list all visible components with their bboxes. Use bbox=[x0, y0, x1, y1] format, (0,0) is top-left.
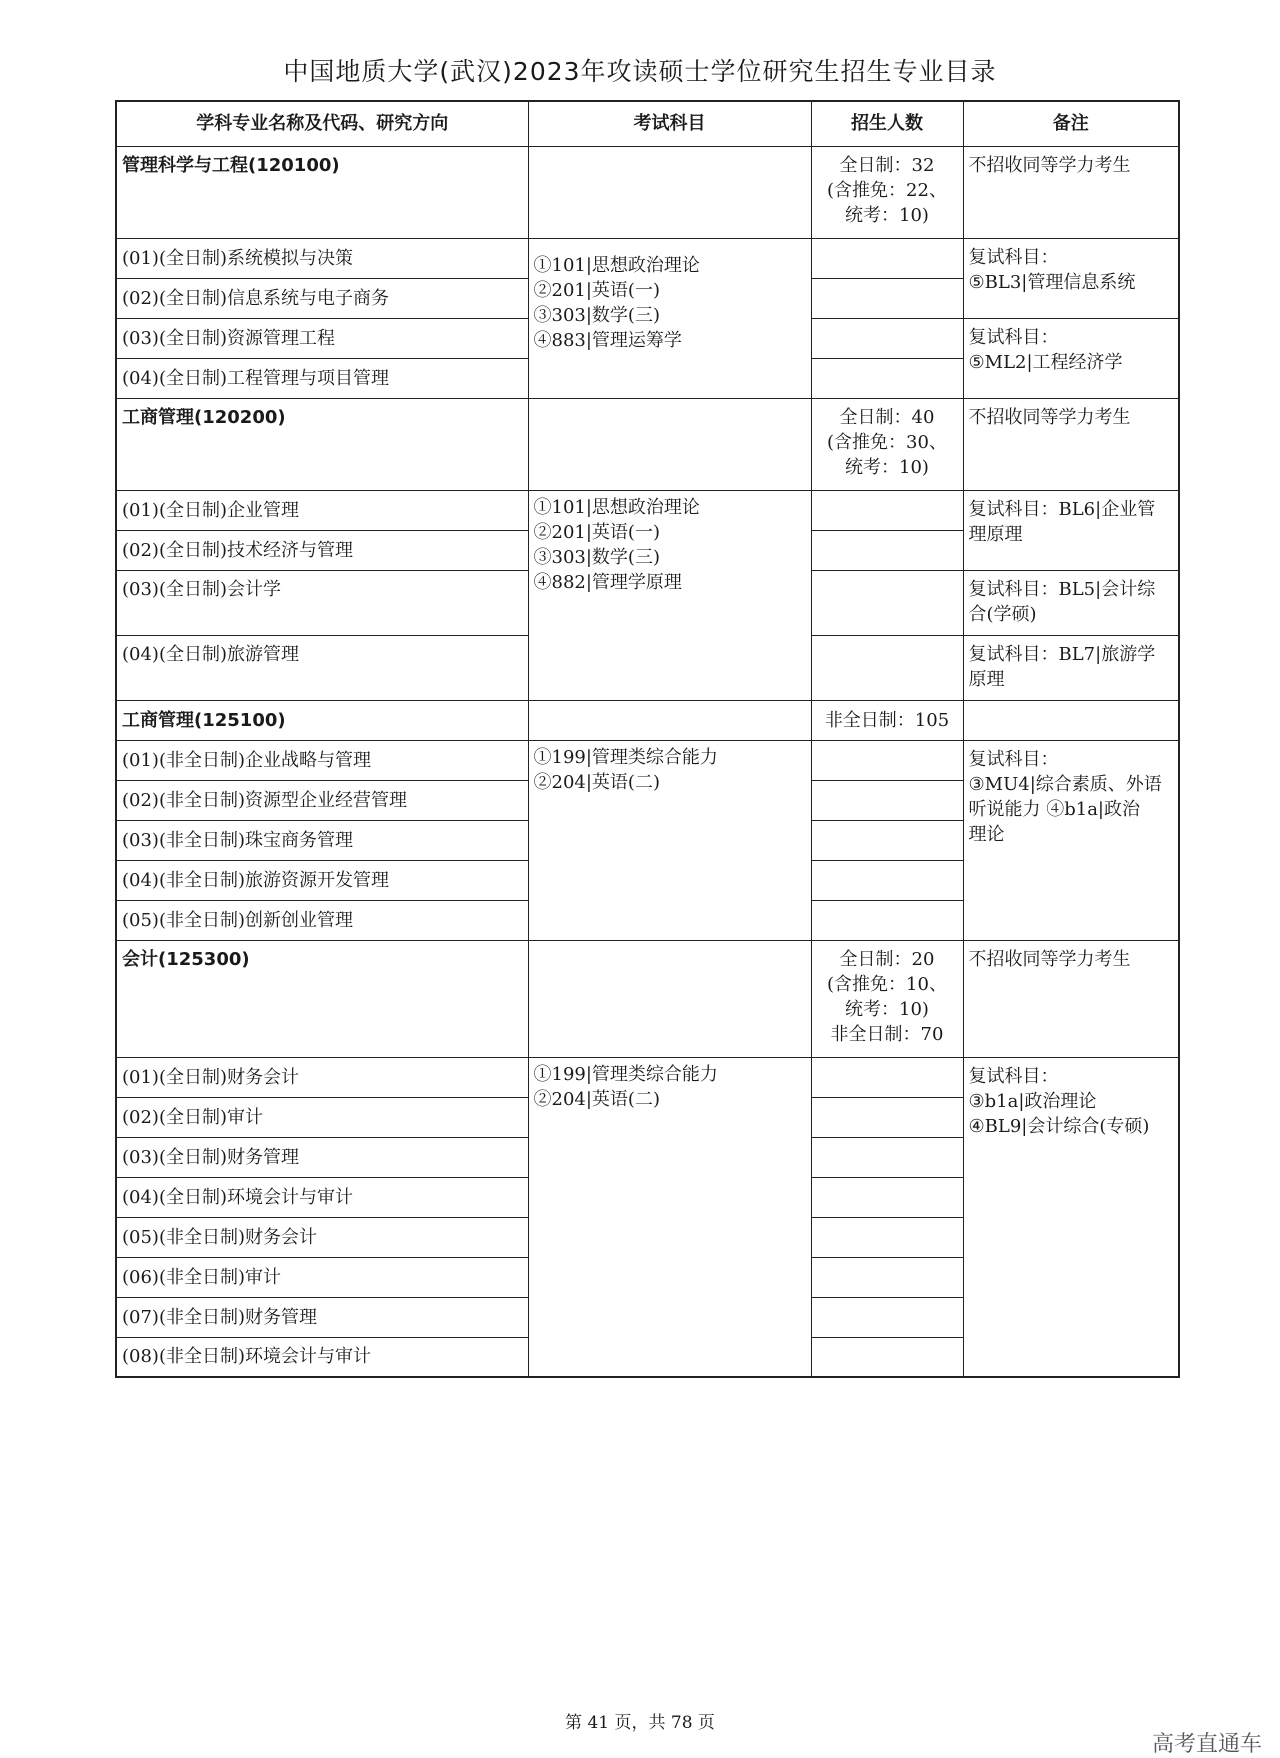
count-cell bbox=[811, 635, 963, 700]
group-name: 工商管理(120200) bbox=[116, 398, 528, 490]
count-cell bbox=[811, 1177, 963, 1217]
group-exam-empty bbox=[528, 700, 811, 740]
direction-label: (02)(全日制)审计 bbox=[116, 1097, 528, 1137]
direction-row bbox=[116, 238, 1179, 278]
direction-label: (05)(非全日制)财务会计 bbox=[116, 1217, 528, 1257]
direction-label: (04)(全日制)环境会计与审计 bbox=[116, 1177, 528, 1217]
count-cell bbox=[811, 780, 963, 820]
direction-label: (02)(全日制)信息系统与电子商务 bbox=[116, 278, 528, 318]
count-cell bbox=[811, 1057, 963, 1097]
direction-label: (01)(非全日制)企业战略与管理 bbox=[116, 740, 528, 780]
enrollment-count: 全日制：20 (含推免：10、 统考：10) 非全日制：70 bbox=[811, 940, 963, 1057]
retest-note: 复试科目： ⑤ML2|工程经济学 bbox=[963, 318, 1179, 398]
count-cell bbox=[811, 900, 963, 940]
count-cell bbox=[811, 278, 963, 318]
direction-label: (05)(非全日制)创新创业管理 bbox=[116, 900, 528, 940]
direction-label: (03)(全日制)会计学 bbox=[116, 570, 528, 635]
exam-subjects: ①101|思想政治理论 ②201|英语(一) ③303|数学(三) ④882|管理学原理 bbox=[528, 490, 811, 700]
exam-subjects: ①199|管理类综合能力 ②204|英语(二) bbox=[528, 740, 811, 940]
count-cell bbox=[811, 1297, 963, 1337]
direction-label: (06)(非全日制)审计 bbox=[116, 1257, 528, 1297]
group-row bbox=[116, 146, 1179, 238]
count-cell bbox=[811, 358, 963, 398]
direction-label: (01)(全日制)企业管理 bbox=[116, 490, 528, 530]
retest-note: 复试科目： ③b1a|政治理论 ④BL9|会计综合(专硕) bbox=[963, 1057, 1179, 1377]
catalog-table bbox=[115, 100, 1180, 1378]
group-note: 不招收同等学力考生 bbox=[963, 940, 1179, 1057]
direction-label: (04)(全日制)旅游管理 bbox=[116, 635, 528, 700]
group-exam-empty bbox=[528, 940, 811, 1057]
direction-label: (03)(全日制)资源管理工程 bbox=[116, 318, 528, 358]
header-exam: 考试科目 bbox=[528, 101, 811, 146]
group-row bbox=[116, 700, 1179, 740]
header-note: 备注 bbox=[963, 101, 1179, 146]
direction-label: (01)(全日制)财务会计 bbox=[116, 1057, 528, 1097]
direction-label: (04)(非全日制)旅游资源开发管理 bbox=[116, 860, 528, 900]
page-footer: 第 41 页，共 78 页 bbox=[565, 1713, 715, 1733]
count-cell bbox=[811, 1137, 963, 1177]
group-exam-empty bbox=[528, 398, 811, 490]
exam-subjects: ①199|管理类综合能力 ②204|英语(二) bbox=[528, 1057, 811, 1377]
direction-label: (02)(全日制)技术经济与管理 bbox=[116, 530, 528, 570]
count-cell bbox=[811, 1337, 963, 1377]
header-row bbox=[116, 101, 1179, 146]
count-cell bbox=[811, 860, 963, 900]
enrollment-count: 全日制：32 (含推免：22、 统考：10) bbox=[811, 146, 963, 238]
direction-label: (01)(全日制)系统模拟与决策 bbox=[116, 238, 528, 278]
retest-note: 复试科目：BL5|会计综 合(学硕) bbox=[963, 570, 1179, 635]
count-cell bbox=[811, 238, 963, 278]
page-title: 中国地质大学(武汉)2023年攻读硕士学位研究生招生专业目录 bbox=[283, 57, 997, 86]
retest-note: 复试科目： ⑤BL3|管理信息系统 bbox=[963, 238, 1179, 318]
group-name: 工商管理(125100) bbox=[116, 700, 528, 740]
direction-label: (03)(非全日制)珠宝商务管理 bbox=[116, 820, 528, 860]
header-count: 招生人数 bbox=[811, 101, 963, 146]
direction-row bbox=[116, 1057, 1179, 1097]
count-cell bbox=[811, 1217, 963, 1257]
count-cell bbox=[811, 530, 963, 570]
direction-label: (07)(非全日制)财务管理 bbox=[116, 1297, 528, 1337]
group-exam-empty bbox=[528, 146, 811, 238]
group-name: 管理科学与工程(120100) bbox=[116, 146, 528, 238]
count-cell bbox=[811, 490, 963, 530]
count-cell bbox=[811, 820, 963, 860]
group-name: 会计(125300) bbox=[116, 940, 528, 1057]
count-cell bbox=[811, 318, 963, 358]
count-cell bbox=[811, 1257, 963, 1297]
count-cell bbox=[811, 740, 963, 780]
direction-row bbox=[116, 740, 1179, 780]
retest-note: 复试科目： ③MU4|综合素质、外语 听说能力 ④b1a|政治 理论 bbox=[963, 740, 1179, 940]
group-row bbox=[116, 398, 1179, 490]
group-row bbox=[116, 940, 1179, 1057]
direction-label: (04)(全日制)工程管理与项目管理 bbox=[116, 358, 528, 398]
group-note: 不招收同等学力考生 bbox=[963, 146, 1179, 238]
exam-subjects: ①101|思想政治理论 ②201|英语(一) ③303|数学(三) ④883|管理运筹学 bbox=[528, 238, 811, 398]
count-cell bbox=[811, 570, 963, 635]
header-major: 学科专业名称及代码、研究方向 bbox=[116, 101, 528, 146]
group-note bbox=[963, 700, 1179, 740]
retest-note: 复试科目：BL7|旅游学 原理 bbox=[963, 635, 1179, 700]
enrollment-count: 非全日制：105 bbox=[811, 700, 963, 740]
group-note: 不招收同等学力考生 bbox=[963, 398, 1179, 490]
direction-label: (02)(非全日制)资源型企业经营管理 bbox=[116, 780, 528, 820]
direction-row bbox=[116, 490, 1179, 530]
watermark: 高考直通车 bbox=[1151, 1732, 1262, 1757]
count-cell bbox=[811, 1097, 963, 1137]
direction-label: (08)(非全日制)环境会计与审计 bbox=[116, 1337, 528, 1377]
enrollment-count: 全日制：40 (含推免：30、 统考：10) bbox=[811, 398, 963, 490]
direction-label: (03)(全日制)财务管理 bbox=[116, 1137, 528, 1177]
retest-note: 复试科目：BL6|企业管 理原理 bbox=[963, 490, 1179, 570]
